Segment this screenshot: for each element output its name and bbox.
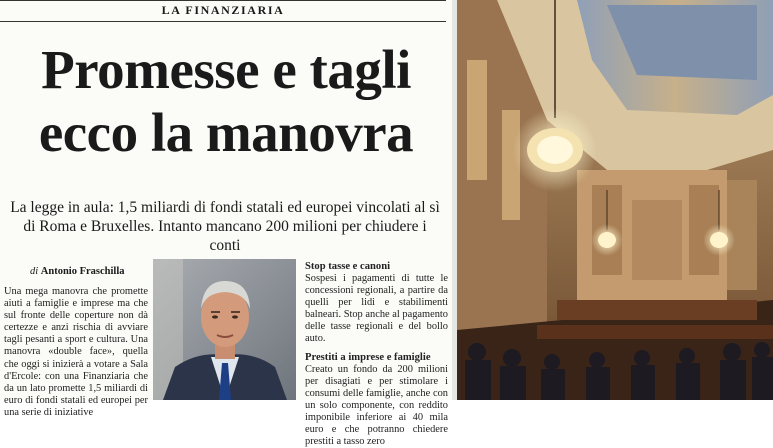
headline-line-2: ecco la manovra xyxy=(38,102,414,163)
politician-portrait-image xyxy=(153,259,296,400)
headline-line-1: Promesse e tagli xyxy=(41,39,411,100)
article-column-3 xyxy=(305,259,448,448)
item-title-2: Prestiti a imprese e famiglie xyxy=(305,351,431,363)
item-body-1: Sospesi i pagamenti di tutte le concessioni regionali, a partire da quelli per lidi e stabilimenti balneari. Stop anche al pagamento delle tasse regionali e del bollo auto. xyxy=(305,273,448,345)
assembly-hall-image xyxy=(457,0,773,400)
kicker-rule xyxy=(0,21,446,22)
byline xyxy=(30,266,125,277)
politician-photo xyxy=(153,259,296,400)
article-column-1: Una mega manovra che promette aiuti a famiglie e imprese ma che sul fronte delle coperture non dà certezze e anzi rischia di avviare tagli pesanti a sport e cultura. Una manovra «double face», quella che oggi si inizierà a votare a Sala d'Ercole: con una Finanziaria che da un lato promette 1,5 miliardi di euro di fondi statali ed europei per una serie di iniziative xyxy=(4,286,148,418)
item-title-1: Stop tasse e canoni xyxy=(305,261,391,272)
subhead-line-2: di Roma e Bruxelles. Intanto mancano 200 milioni per chiudere i conti xyxy=(23,218,427,254)
headline xyxy=(0,38,452,164)
item-body-2: Creato un fondo da 200 milioni per disagiati e per stimolare i consumi delle famiglie, anche con un solo componente, con reddito imponibile inferiore ai 40 mila euro e che potranno chiedere prestiti a tasso zero xyxy=(305,363,448,448)
byline-prefix: di xyxy=(30,266,39,277)
byline-author: Antonio Fraschilla xyxy=(40,266,125,277)
assembly-hall-photo xyxy=(457,0,773,400)
subhead-line-1: La legge in aula: 1,5 miliardi di fondi statali ed europei vincolati al sì xyxy=(10,199,440,216)
top-rule xyxy=(0,0,446,1)
section-kicker: LA FINANZIARIA xyxy=(161,3,285,17)
subheadline xyxy=(8,198,442,255)
